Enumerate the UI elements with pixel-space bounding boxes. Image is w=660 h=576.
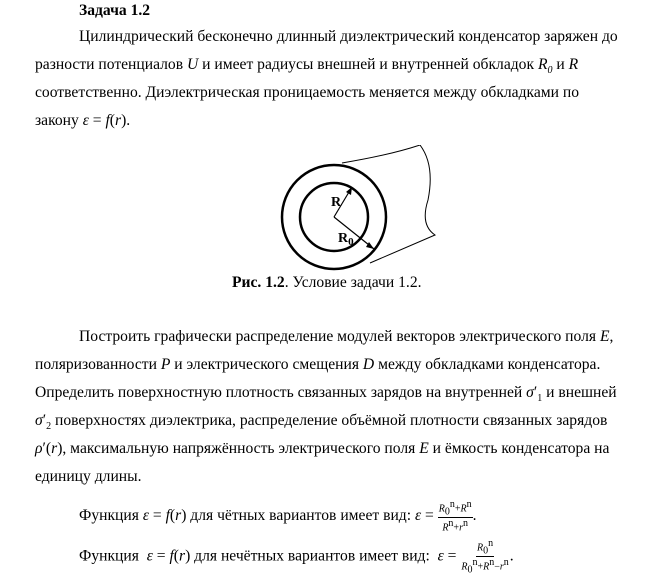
- capacitor-figure: [270, 145, 450, 275]
- odd-variant-formula: Функция ε = f(r) для нечётных вариантов имеет вид: ε = $\frac{R_0^n}{R_0^n+R^n-r^n}$ .: [79, 538, 514, 576]
- paragraph-2-line-1: Построить графически распределение модулей векторов электрического поля E,: [79, 328, 614, 345]
- paragraph-2-line-4: $\sigma'_2$ поверхностях диэлектрика, распределение объёмной плотности связанных зарядов: [35, 412, 608, 433]
- paragraph-1-line-2: разности потенциалов U и имеет радиусы внешней и внутренней обкладок $R_0$ и R: [35, 56, 579, 77]
- even-variant-formula: Функция ε = f(r) для чётных вариантов имеет вид: ε = $\frac{R_0^n+R^n}{R^n+r^n}$ .: [79, 499, 477, 534]
- even-fraction: $\frac{R_0^n+R^n}{R^n+r^n}$: [438, 499, 472, 534]
- figure-caption: Рис. 1.2. Условие задачи 1.2.: [232, 274, 422, 291]
- paragraph-1-line-4: закону ε = f(r).: [35, 112, 131, 129]
- paragraph-2-line-6: единицу длины.: [35, 468, 142, 485]
- p1-line1-text: Цилиндрический бесконечно длинный диэлектрический конденсатор заряжен до: [79, 28, 618, 45]
- paragraph-1-line-1: [79, 28, 635, 46]
- paragraph-1-line-3: соответственно. Диэлектрическая проницаемость меняется между обкладками по: [35, 84, 580, 101]
- odd-fraction: $\frac{R_0^n}{R_0^n+R^n-r^n}$: [461, 538, 509, 576]
- capacitor-diagram: [270, 145, 450, 275]
- label-r: R: [331, 195, 342, 210]
- paragraph-2-line-5: ρ′(r), максимальную напряжённость электрического поля E и ёмкость конденсатора на: [35, 440, 610, 457]
- paragraph-2-line-3: Определить поверхностную плотность связанных зарядов на внутренней $\sigma'_1$ и внешней: [35, 384, 617, 405]
- label-r0: $R_0$: [338, 231, 354, 248]
- paragraph-2-line-2: поляризованности P и электрического смещения D между обкладками конденсатора.: [35, 356, 601, 373]
- task-title: Задача 1.2: [79, 2, 151, 19]
